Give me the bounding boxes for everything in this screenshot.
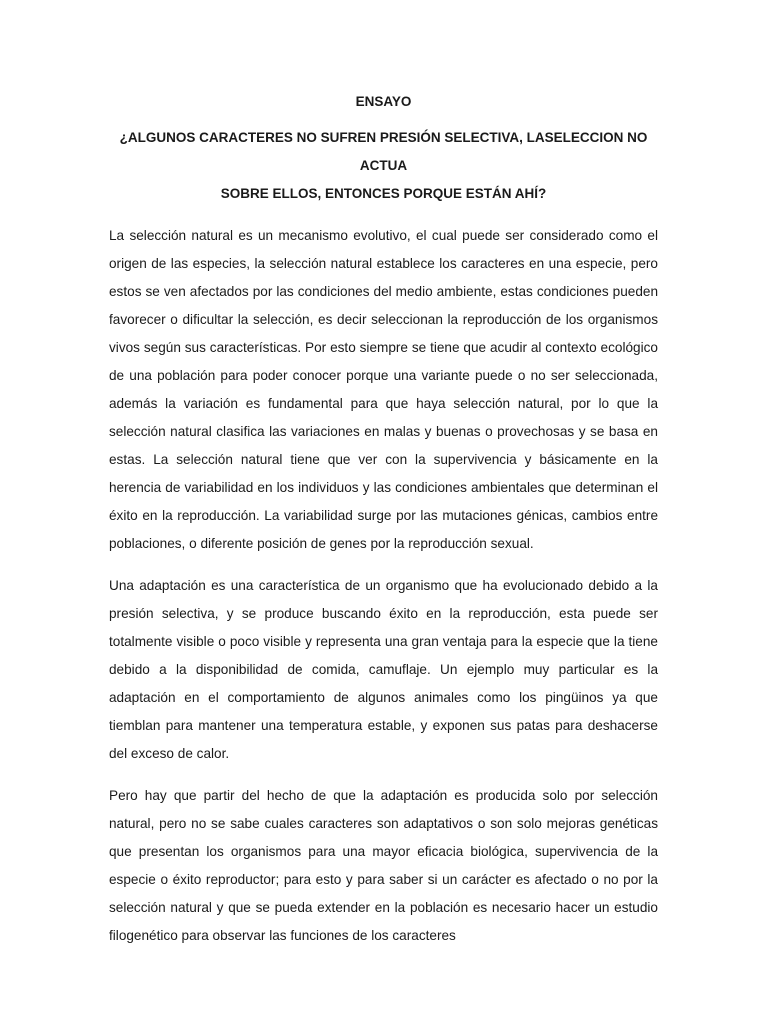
paragraph-1: La selección natural es un mecanismo evolutivo, el cual puede ser considerado como el origen de las especies, la selección natural establece los caracteres en una especie, pero estos se ven afectados por las condiciones del medio ambiente, estas condiciones pueden favorecer o dificultar la selección, es decir seleccionan la reproducción de los organismos vivos según sus características. Por esto siempre se tiene que acudir al contexto ecológico de una población para poder conocer porque una variante puede o no ser seleccionada, además la variación es fundamental para que haya selección natural, por lo que la selección natural clasifica las variaciones en malas y buenas o provechosas y se basa en estas. La selección natural tiene que ver con la supervivencia y básicamente en la herencia de variabilidad en los individuos y las condiciones ambientales que determinan el éxito en la reproducción. La variabilidad surge por las mutaciones génicas, cambios entre poblaciones, o diferente posición de genes por la reproducción sexual. bbox=[109, 228, 658, 551]
essay-title-line-2: SOBRE ELLOS, ENTONCES PORQUE ESTÁN AHÍ? bbox=[220, 186, 547, 201]
essay-title-line-1: ¿ALGUNOS CARACTERES NO SUFREN PRESIÓN SELECTIVA, LASELECCION NO ACTUA bbox=[119, 130, 648, 173]
paragraph-3: Pero hay que partir del hecho de que la adaptación es producida solo por selección natural, pero no se sabe cuales caracteres son adaptativos o son solo mejoras genéticas que presentan los organismos para una mayor eficacia biológica, supervivencia de la especie o éxito reproductor; para esto y para saber si un carácter es afectado o no por la selección natural y que se pueda extender en la población es necesario hacer un estudio filogenético para observar las funciones de los caracteres bbox=[109, 788, 658, 943]
paragraph-2: Una adaptación es una característica de un organismo que ha evolucionado debido a la presión selectiva, y se produce buscando éxito en la reproducción, esta puede ser totalmente visible o poco visible y representa una gran ventaja para la especie que la tiene debido a la disponibilidad de comida, camuflaje. Un ejemplo muy particular es la adaptación en el comportamiento de algunos animales como los pingüinos ya que tiemblan para mantener una temperatura estable, y exponen sus patas para deshacerse del exceso de calor. bbox=[109, 578, 658, 761]
document-page bbox=[109, 80, 658, 964]
document-label: ENSAYO bbox=[355, 94, 412, 109]
essay-title bbox=[109, 124, 658, 208]
